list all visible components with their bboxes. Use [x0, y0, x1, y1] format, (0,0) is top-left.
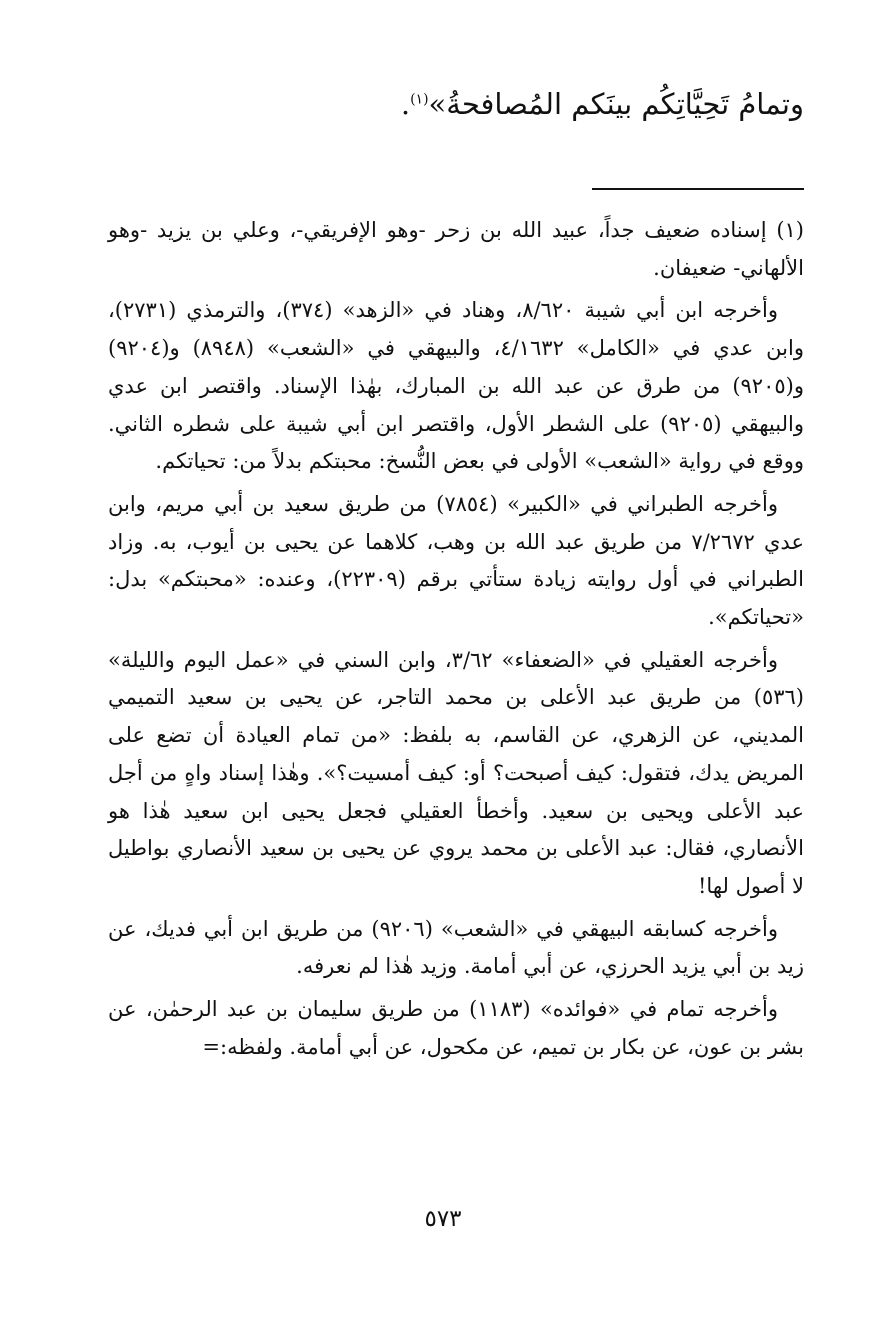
- footnote-paragraph: وأخرجه تمام في «فوائده» (١١٨٣) من طريق سليمان بن عبد الرحمٰن، عن بشر بن عون، عن بكار بن تميم، عن مكحول، عن أبي أمامة. ولفظه:=: [108, 997, 804, 1059]
- footnote-paragraph: وأخرجه الطبراني في «الكبير» (٧٨٥٤) من طريق سعيد بن أبي مريم، وابن عدي ٧/٢٦٧٢ من طريق عبد الله بن وهب، كلاهما عن يحيى بن أيوب، به. وزاد الطبراني في أول روايته زيادة ستأتي برقم (٢٢٣٠٩)، وعنده: «محبتكم» بدل: «تحياتكم».: [108, 491, 804, 630]
- page-number: ٥٧٣: [424, 1206, 462, 1232]
- footnote-paragraph: وأخرجه كسابقه البيهقي في «الشعب» (٩٢٠٦) من طريق ابن أبي فديك، عن زيد بن أبي يزيد الحرزي، عن أبي أمامة. وزيد هٰذا لم نعرفه.: [108, 916, 804, 979]
- footnotes-block: [108, 212, 804, 1071]
- main-text-line: [104, 80, 804, 128]
- main-text: وتمامُ تَحِيَّاتِكُم بينَكم المُصافحةُ»: [428, 87, 804, 121]
- footnote-paragraph: (١) إسناده ضعيف جداً، عبيد الله بن زحر -وهو الإفريقي-، وعلي بن يزيد -وهو الألهاني- ضعيفان.: [108, 218, 804, 280]
- footnote-paragraph: وأخرجه ابن أبي شيبة ٨/٦٢٠، وهناد في «الزهد» (٣٧٤)، والترمذي (٢٧٣١)، وابن عدي في «الكامل» ٤/١٦٣٢، والبيهقي في «الشعب» (٨٩٤٨) و(٩٢٠٤) و(٩٢٠٥) من طرق عن عبد الله بن المبارك، بهٰذا الإسناد. واقتصر ابن عدي والبيهقي (٩٢٠٥) على الشطر الأول، واقتصر ابن أبي شيبة على شطره الثاني. ووقع في رواية «الشعب» الأولى في بعض النُّسخ: محبتكم بدلاً من: تحياتكم.: [108, 298, 804, 474]
- footnote-paragraph: وأخرجه العقيلي في «الضعفاء» ٣/٦٢، وابن السني في «عمل اليوم والليلة» (٥٣٦) من طريق عبد الأعلى بن محمد التاجر، عن يحيى بن سعيد التميمي المديني، عن الزهري، عن القاسم، به بلفظ: «من تمام العيادة أن تضع على المريض يدك، فتقول: كيف أصبحت؟ أو: كيف أمسيت؟». وهٰذا إسناد واهٍ من أجل عبد الأعلى ويحيى بن سعيد. وأخطأ العقيلي فجعل يحيى ابن سعيد هٰذا هو الأنصاري، فقال: عبد الأعلى بن محمد يروي عن يحيى بن سعيد الأنصاري بواطيل لا أصول لها!: [108, 647, 804, 898]
- main-text-end: .: [400, 87, 411, 121]
- footnote-reference: (١): [410, 91, 429, 108]
- footnote-separator: [592, 188, 804, 190]
